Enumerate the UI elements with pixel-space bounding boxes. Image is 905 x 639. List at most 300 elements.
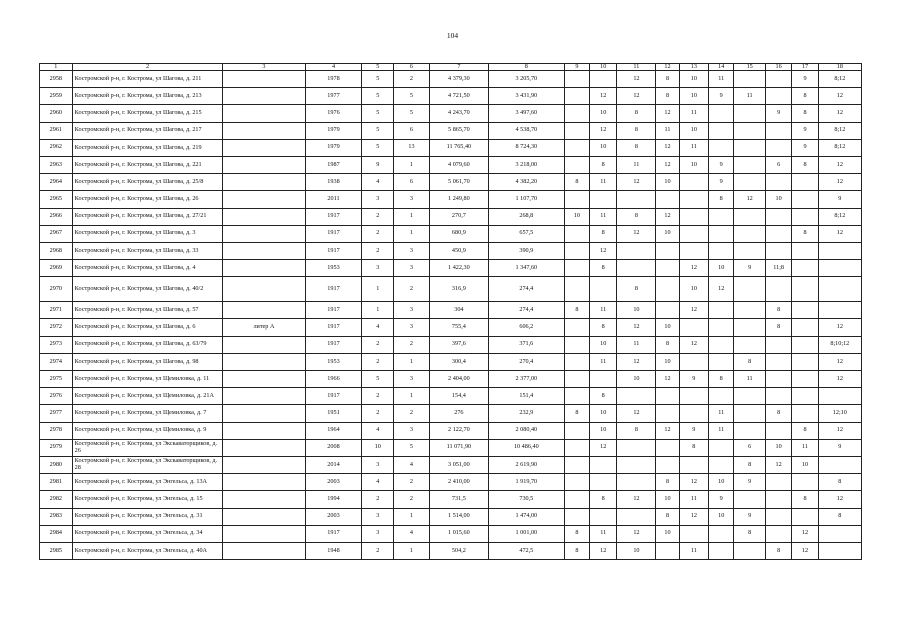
column-number-row: [40, 64, 862, 71]
table-cell: [765, 336, 791, 353]
table-cell: [617, 242, 656, 259]
address-cell: Костромской р-н, г. Кострома, ул Энгельса, д. 13А: [72, 474, 223, 491]
table-cell: 8: [590, 491, 617, 508]
table-cell: литер А: [223, 319, 305, 336]
table-cell: 2: [362, 542, 394, 559]
table-cell: 10: [590, 405, 617, 422]
table-row: [40, 353, 862, 370]
table-cell: 8: [656, 508, 679, 525]
table-cell: 8: [709, 191, 734, 208]
table-cell: 11: [709, 422, 734, 439]
table-cell: [734, 336, 766, 353]
table-cell: 8: [792, 225, 818, 242]
table-cell: [223, 542, 305, 559]
table-cell: 8: [734, 456, 766, 473]
table-cell: [564, 319, 589, 336]
table-cell: [564, 439, 589, 456]
table-cell: [734, 225, 766, 242]
table-cell: 1: [394, 225, 430, 242]
table-cell: [734, 491, 766, 508]
table-cell: [590, 508, 617, 525]
table-row: [40, 371, 862, 388]
address-cell: Костромской р-н, г. Кострома, ул Шагова, д. 6: [72, 319, 223, 336]
table-cell: [765, 122, 791, 139]
table-cell: 8: [564, 542, 589, 559]
table-cell: 10: [709, 260, 734, 277]
table-cell: 5 865,70: [429, 122, 488, 139]
table-cell: 10: [590, 139, 617, 156]
table-cell: 4: [362, 174, 394, 191]
table-cell: [564, 456, 589, 473]
column-number-cell: 7: [429, 64, 488, 71]
column-number-cell: 2: [72, 64, 223, 71]
table-cell: 1917: [305, 302, 362, 319]
table-cell: [792, 388, 818, 405]
table-cell: 504,2: [429, 542, 488, 559]
table-cell: 12: [818, 353, 861, 370]
table-cell: 12: [679, 474, 709, 491]
table-cell: 12: [818, 156, 861, 173]
column-number-cell: 14: [709, 64, 734, 71]
table-cell: [709, 225, 734, 242]
table-cell: [564, 508, 589, 525]
table-cell: 1: [394, 388, 430, 405]
table-cell: 12: [734, 191, 766, 208]
table-cell: 12: [590, 88, 617, 105]
table-cell: 3: [394, 422, 430, 439]
table-cell: [223, 508, 305, 525]
table-cell: 2: [362, 353, 394, 370]
table-cell: 10: [656, 525, 679, 542]
table-cell: [223, 388, 305, 405]
table-cell: 4: [362, 422, 394, 439]
table-cell: 1 474,00: [488, 508, 564, 525]
table-row: [40, 456, 862, 473]
table-row: [40, 388, 862, 405]
table-cell: 2: [394, 336, 430, 353]
table-cell: 11: [679, 491, 709, 508]
table-cell: 3 205,70: [488, 71, 564, 88]
table-cell: 10 486,40: [488, 439, 564, 456]
table-cell: [656, 456, 679, 473]
table-cell: 3: [394, 302, 430, 319]
table-cell: 1917: [305, 208, 362, 225]
table-cell: 3 497,60: [488, 105, 564, 122]
table-cell: 8: [765, 405, 791, 422]
address-cell: Костромской р-н, г. Кострома, ул Шагова, д. 221: [72, 156, 223, 173]
table-cell: [617, 388, 656, 405]
table-cell: 1 422,30: [429, 260, 488, 277]
table-cell: 276: [429, 405, 488, 422]
table-cell: [709, 302, 734, 319]
table-cell: 274,4: [488, 277, 564, 302]
table-cell: 9: [734, 474, 766, 491]
table-cell: 2 410,00: [429, 474, 488, 491]
table-cell: 2011: [305, 191, 362, 208]
table-cell: 1951: [305, 405, 362, 422]
table-cell: [656, 242, 679, 259]
table-cell: [223, 122, 305, 139]
table-cell: 4: [394, 456, 430, 473]
table-cell: 472,5: [488, 542, 564, 559]
table-cell: 390,9: [488, 242, 564, 259]
table-row: [40, 405, 862, 422]
table-cell: [734, 208, 766, 225]
table-cell: 12: [590, 439, 617, 456]
table-cell: 13: [394, 139, 430, 156]
table-cell: 12: [590, 122, 617, 139]
table-cell: 9: [362, 156, 394, 173]
table-cell: 10: [709, 474, 734, 491]
column-number-cell: 9: [564, 64, 589, 71]
table-row: [40, 474, 862, 491]
table-cell: [564, 260, 589, 277]
row-number-cell: 2973: [40, 336, 73, 353]
table-cell: 8: [564, 525, 589, 542]
table-cell: 1977: [305, 88, 362, 105]
table-cell: [679, 174, 709, 191]
table-cell: 11: [792, 439, 818, 456]
table-cell: 12: [818, 105, 861, 122]
table-cell: 8: [792, 422, 818, 439]
table-cell: 1964: [305, 422, 362, 439]
table-cell: 2: [394, 474, 430, 491]
table-cell: 12;10: [818, 405, 861, 422]
table-cell: 1917: [305, 277, 362, 302]
address-cell: Костромской р-н, г. Кострома, ул Щемиловка, д. 7: [72, 405, 223, 422]
table-cell: 9: [818, 439, 861, 456]
table-cell: [709, 336, 734, 353]
table-cell: 3 218,00: [488, 156, 564, 173]
table-cell: [818, 542, 861, 559]
table-cell: [792, 353, 818, 370]
table-cell: 8: [818, 508, 861, 525]
table-cell: [679, 191, 709, 208]
address-cell: Костромской р-н, г. Кострома, ул Шагова, д. 26: [72, 191, 223, 208]
table-cell: 5: [394, 88, 430, 105]
housing-registry-table: [39, 63, 862, 560]
table-cell: [709, 242, 734, 259]
table-cell: 9: [734, 508, 766, 525]
table-cell: [223, 88, 305, 105]
address-cell: Костромской р-н, г. Кострома, ул Щемиловка, д. 9: [72, 422, 223, 439]
table-cell: 2 080,40: [488, 422, 564, 439]
table-cell: 2 377,00: [488, 371, 564, 388]
table-cell: 1 015,60: [429, 525, 488, 542]
table-row: [40, 105, 862, 122]
table-cell: 12: [679, 260, 709, 277]
table-cell: [223, 439, 305, 456]
table-cell: 12: [617, 405, 656, 422]
table-cell: 11: [590, 302, 617, 319]
table-cell: 4 243,70: [429, 105, 488, 122]
table-cell: 12: [818, 88, 861, 105]
table-cell: 450,9: [429, 242, 488, 259]
table-cell: 8;12: [818, 71, 861, 88]
table-cell: 680,9: [429, 225, 488, 242]
table-cell: 12: [617, 525, 656, 542]
table-cell: 10: [656, 491, 679, 508]
table-cell: 9: [709, 491, 734, 508]
table-cell: 8: [818, 474, 861, 491]
table-cell: 1953: [305, 260, 362, 277]
table-cell: 606,2: [488, 319, 564, 336]
table-cell: 5: [362, 105, 394, 122]
table-cell: [818, 242, 861, 259]
table-cell: 3 431,90: [488, 88, 564, 105]
row-number-cell: 2977: [40, 405, 73, 422]
table-cell: [765, 474, 791, 491]
table-cell: [709, 353, 734, 370]
address-cell: Костромской р-н, г. Кострома, ул Шагова, д. 213: [72, 88, 223, 105]
table-cell: 12: [656, 156, 679, 173]
table-row: [40, 174, 862, 191]
column-number-cell: 4: [305, 64, 362, 71]
table-cell: [734, 122, 766, 139]
table-cell: [590, 371, 617, 388]
address-cell: Костромской р-н, г. Кострома, ул Шагова, д. 40/2: [72, 277, 223, 302]
table-cell: [617, 439, 656, 456]
table-cell: [765, 174, 791, 191]
table-cell: 12: [679, 508, 709, 525]
table-cell: [617, 260, 656, 277]
address-cell: Костромской р-н, г. Кострома, ул Щемиловка, д. 11: [72, 371, 223, 388]
page-number: 104: [446, 31, 459, 40]
address-cell: Костромской р-н, г. Кострома, ул Энгельса, д. 34: [72, 525, 223, 542]
table-cell: [734, 71, 766, 88]
table-cell: 5: [394, 105, 430, 122]
table-cell: [564, 422, 589, 439]
table-cell: 2: [362, 388, 394, 405]
table-cell: 3: [362, 191, 394, 208]
table-cell: 10: [679, 156, 709, 173]
table-cell: [765, 225, 791, 242]
table-cell: [223, 353, 305, 370]
table-cell: 12: [792, 525, 818, 542]
row-number-cell: 2975: [40, 371, 73, 388]
table-cell: [564, 105, 589, 122]
table-cell: [679, 242, 709, 259]
table-cell: 12: [818, 225, 861, 242]
table-cell: 3: [394, 191, 430, 208]
table-cell: 9: [765, 105, 791, 122]
table-cell: 12: [818, 422, 861, 439]
table-cell: [656, 302, 679, 319]
table-cell: 4 538,70: [488, 122, 564, 139]
table-cell: [734, 542, 766, 559]
table-cell: 2: [362, 208, 394, 225]
table-cell: 10: [679, 277, 709, 302]
table-row: [40, 525, 862, 542]
table-row: [40, 302, 862, 319]
table-row: [40, 422, 862, 439]
table-cell: 8: [590, 388, 617, 405]
table-cell: [792, 371, 818, 388]
column-number-cell: 13: [679, 64, 709, 71]
row-number-cell: 2961: [40, 122, 73, 139]
address-cell: Костромской р-н, г. Кострома, ул Шагова, д. 3: [72, 225, 223, 242]
table-cell: 8: [564, 302, 589, 319]
table-cell: [564, 88, 589, 105]
table-cell: 10: [709, 508, 734, 525]
table-row: [40, 508, 862, 525]
address-cell: Костромской р-н, г. Кострома, ул Щемиловка, д. 21А: [72, 388, 223, 405]
row-number-cell: 2979: [40, 439, 73, 456]
table-cell: 10: [679, 71, 709, 88]
table-cell: 12: [617, 174, 656, 191]
table-cell: 12: [818, 319, 861, 336]
table-cell: 2: [394, 277, 430, 302]
table-cell: 12: [617, 225, 656, 242]
table-cell: 10: [362, 439, 394, 456]
row-number-cell: 2964: [40, 174, 73, 191]
table-cell: 4 721,50: [429, 88, 488, 105]
table-cell: 12: [656, 105, 679, 122]
table-row: [40, 225, 862, 242]
table-cell: 12: [617, 353, 656, 370]
table-cell: [765, 242, 791, 259]
table-row: [40, 491, 862, 508]
table-cell: 12: [617, 491, 656, 508]
table-cell: 4 382,20: [488, 174, 564, 191]
table-cell: [679, 353, 709, 370]
table-row: [40, 277, 862, 302]
row-number-cell: 2981: [40, 474, 73, 491]
table-cell: 11: [590, 174, 617, 191]
table-cell: 2: [362, 491, 394, 508]
row-number-cell: 2970: [40, 277, 73, 302]
table-cell: [792, 336, 818, 353]
table-cell: 8: [617, 422, 656, 439]
table-cell: 11 071,90: [429, 439, 488, 456]
column-number-cell: 11: [617, 64, 656, 71]
table-cell: [656, 191, 679, 208]
row-number-cell: 2980: [40, 456, 73, 473]
table-cell: 1 919,70: [488, 474, 564, 491]
table-cell: [656, 388, 679, 405]
table-cell: 8: [564, 405, 589, 422]
table-cell: 1 001,00: [488, 525, 564, 542]
row-number-cell: 2978: [40, 422, 73, 439]
table-cell: [223, 422, 305, 439]
table-cell: 232,9: [488, 405, 564, 422]
table-cell: [734, 156, 766, 173]
table-cell: 8: [564, 174, 589, 191]
table-cell: 8: [792, 88, 818, 105]
table-cell: 268,8: [488, 208, 564, 225]
table-cell: 9: [792, 122, 818, 139]
address-cell: Костромской р-н, г. Кострома, ул Шагова, д. 33: [72, 242, 223, 259]
table-cell: [564, 122, 589, 139]
table-cell: 2014: [305, 456, 362, 473]
address-cell: Костромской р-н, г. Кострома, ул Шагова, д. 63/79: [72, 336, 223, 353]
row-number-cell: 2969: [40, 260, 73, 277]
row-number-cell: 2960: [40, 105, 73, 122]
table-row: [40, 260, 862, 277]
table-cell: [734, 174, 766, 191]
address-cell: Костромской р-н, г. Кострома, ул Экскаваторщиков, д. 28: [72, 456, 223, 473]
table-cell: 9: [818, 191, 861, 208]
table-cell: [709, 388, 734, 405]
table-cell: [765, 139, 791, 156]
table-cell: 12: [656, 208, 679, 225]
table-cell: 1917: [305, 319, 362, 336]
table-cell: [679, 405, 709, 422]
table-cell: 270,7: [429, 208, 488, 225]
table-cell: 12: [792, 542, 818, 559]
table-cell: [792, 260, 818, 277]
table-cell: [617, 456, 656, 473]
table-cell: 5: [362, 88, 394, 105]
column-number-cell: 16: [765, 64, 791, 71]
table-cell: [709, 319, 734, 336]
table-cell: 151,4: [488, 388, 564, 405]
table-cell: 1 107,70: [488, 191, 564, 208]
column-number-cell: 8: [488, 64, 564, 71]
table-cell: [818, 525, 861, 542]
row-number-cell: 2958: [40, 71, 73, 88]
address-cell: Костромской р-н, г. Кострома, ул Энгельса, д. 15: [72, 491, 223, 508]
table-cell: [818, 277, 861, 302]
column-number-cell: 15: [734, 64, 766, 71]
table-cell: [590, 191, 617, 208]
table-row: [40, 122, 862, 139]
table-cell: 8;12: [818, 208, 861, 225]
table-cell: 3: [394, 260, 430, 277]
table-cell: [734, 105, 766, 122]
table-cell: [564, 474, 589, 491]
table-cell: 2003: [305, 474, 362, 491]
address-cell: Костромской р-н, г. Кострома, ул Шагова, д. 98: [72, 353, 223, 370]
table-cell: 8: [734, 525, 766, 542]
column-number-cell: 5: [362, 64, 394, 71]
table-cell: [792, 277, 818, 302]
table-cell: [223, 456, 305, 473]
table-cell: [223, 491, 305, 508]
table-cell: [223, 336, 305, 353]
table-cell: [792, 174, 818, 191]
table-cell: [564, 491, 589, 508]
table-cell: [679, 388, 709, 405]
table-cell: 4: [362, 319, 394, 336]
table-cell: 1987: [305, 156, 362, 173]
table-cell: 8: [656, 88, 679, 105]
table-cell: 8: [590, 260, 617, 277]
table-cell: 9: [679, 422, 709, 439]
row-number-cell: 2967: [40, 225, 73, 242]
table-cell: 9: [709, 156, 734, 173]
table-cell: [709, 208, 734, 225]
table-cell: [223, 156, 305, 173]
table-cell: [709, 525, 734, 542]
table-cell: [564, 225, 589, 242]
table-cell: 1966: [305, 371, 362, 388]
table-row: [40, 439, 862, 456]
row-number-cell: 2959: [40, 88, 73, 105]
table-cell: 8: [792, 491, 818, 508]
table-cell: 6: [765, 156, 791, 173]
table-cell: [223, 225, 305, 242]
table-cell: [765, 508, 791, 525]
table-cell: 10: [679, 88, 709, 105]
table-cell: 3 051,00: [429, 456, 488, 473]
table-cell: 5: [362, 71, 394, 88]
table-cell: 4: [394, 525, 430, 542]
table-cell: 12: [617, 319, 656, 336]
table-cell: 1917: [305, 225, 362, 242]
table-cell: [223, 302, 305, 319]
table-cell: [223, 242, 305, 259]
